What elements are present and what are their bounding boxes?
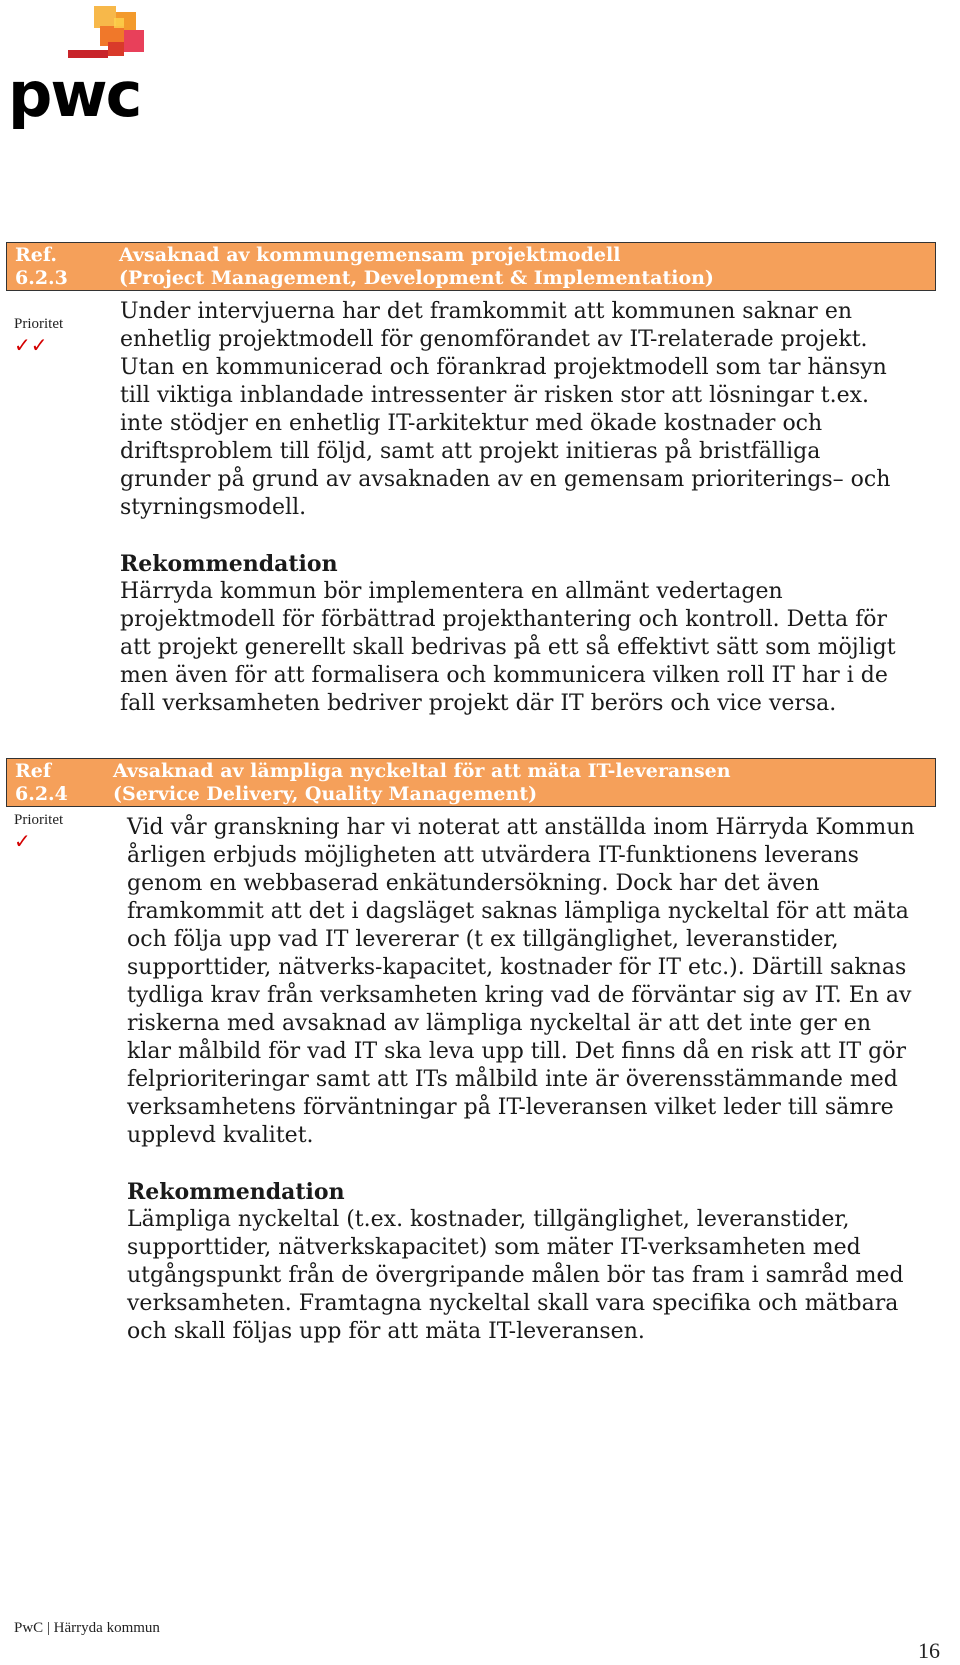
recommendation-text: Härryda kommun bör implementera en allmänt vedertagen projektmodell för förbättrad projekthantering och kontroll. Detta för att projekt generellt skall bedrivas på ett så effektivt sätt som möjligt men även för att formalisera och kommunicera vilken roll IT har i de fall verksamheten bedriver projekt där IT berörs och vice versa. — [120, 579, 896, 716]
section-body-6-2-4 — [127, 814, 917, 1346]
section-ref: Ref 6.2.4 — [15, 760, 68, 805]
check-icon: ✓ — [14, 831, 31, 853]
pwc-wordmark: pwc — [8, 58, 141, 131]
priority-indicator — [14, 316, 63, 357]
section-title: Avsaknad av lämpliga nyckeltal för att mäta IT-leveransen (Service Delivery, Quality Management) — [113, 760, 731, 805]
recommendation-heading: Rekommendation — [127, 1179, 345, 1205]
priority-label: Prioritet — [14, 812, 64, 828]
recommendation-text: Lämpliga nyckeltal (t.ex. kostnader, tillgänglighet, leveranstider, supporttider, nätverkskapacitet) som mäter IT-verksamheten med utgångspunkt från de övergripande målen bör tas fram i samråd med verksamheten. Framtagna nyckeltal skall vara specifika och mätbara och skall följas upp för att mäta IT-leveransen. — [127, 1207, 904, 1344]
check-icon: ✓✓ — [14, 335, 48, 357]
page-number: 16 — [918, 1638, 940, 1663]
section-header-6-2-4 — [6, 758, 936, 807]
section-ref: Ref. 6.2.3 — [15, 244, 68, 289]
priority-indicator — [14, 812, 63, 853]
recommendation-heading: Rekommendation — [120, 551, 338, 577]
section-body-6-2-3 — [120, 298, 910, 718]
pwc-logo — [4, 4, 164, 131]
footer-text: PwC | Härryda kommun — [14, 1620, 160, 1636]
finding-text: Under intervjuerna har det framkommit att kommunen saknar en enhetlig projektmodell för genomförandet av IT-relaterade projekt. Utan en kommunicerad och förankrad projektmodell som tar hänsyn till viktiga inblandade intressenter är risken stor att lösningar t.ex. inte stödjer en enhetlig IT-arkitektur med ökade kostnader och driftsproblem till följd, samt att projekt initieras på bristfälliga grunder på grund av avsaknaden av en gemensam prioriterings– och styrningsmodell. — [120, 299, 891, 520]
finding-text: Vid vår granskning har vi noterat att anställda inom Härryda Kommun årligen erbjuds möjligheten att utvärdera IT-funktionens leverans genom en webbaserad enkätundersökning. Dock har det även framkommit att det i dagsläget saknas lämpliga nyckeltal för att mäta och följa upp vad IT levererar (t ex tillgänglighet, leveranstider, supporttider, nätverks-kapacitet, kostnader för IT etc.). Därtill saknas tydliga krav från verksamheten kring vad de förväntar sig av IT. En av riskerna med avsaknad av lämpliga nyckeltal är att det inte ger en klar målbild för vad IT ska leva upp till. Det finns då en risk att IT gör felprioriteringar samt att ITs målbild inte är överensstämmande med verksamhetens förväntningar på IT-leveransen vilket leder till sämre upplevd kvalitet. — [127, 815, 915, 1148]
priority-label: Prioritet — [14, 316, 64, 332]
section-title: Avsaknad av kommungemensam projektmodell (Project Management, Development & Implementation) — [119, 244, 714, 289]
section-header-6-2-3 — [6, 242, 936, 291]
